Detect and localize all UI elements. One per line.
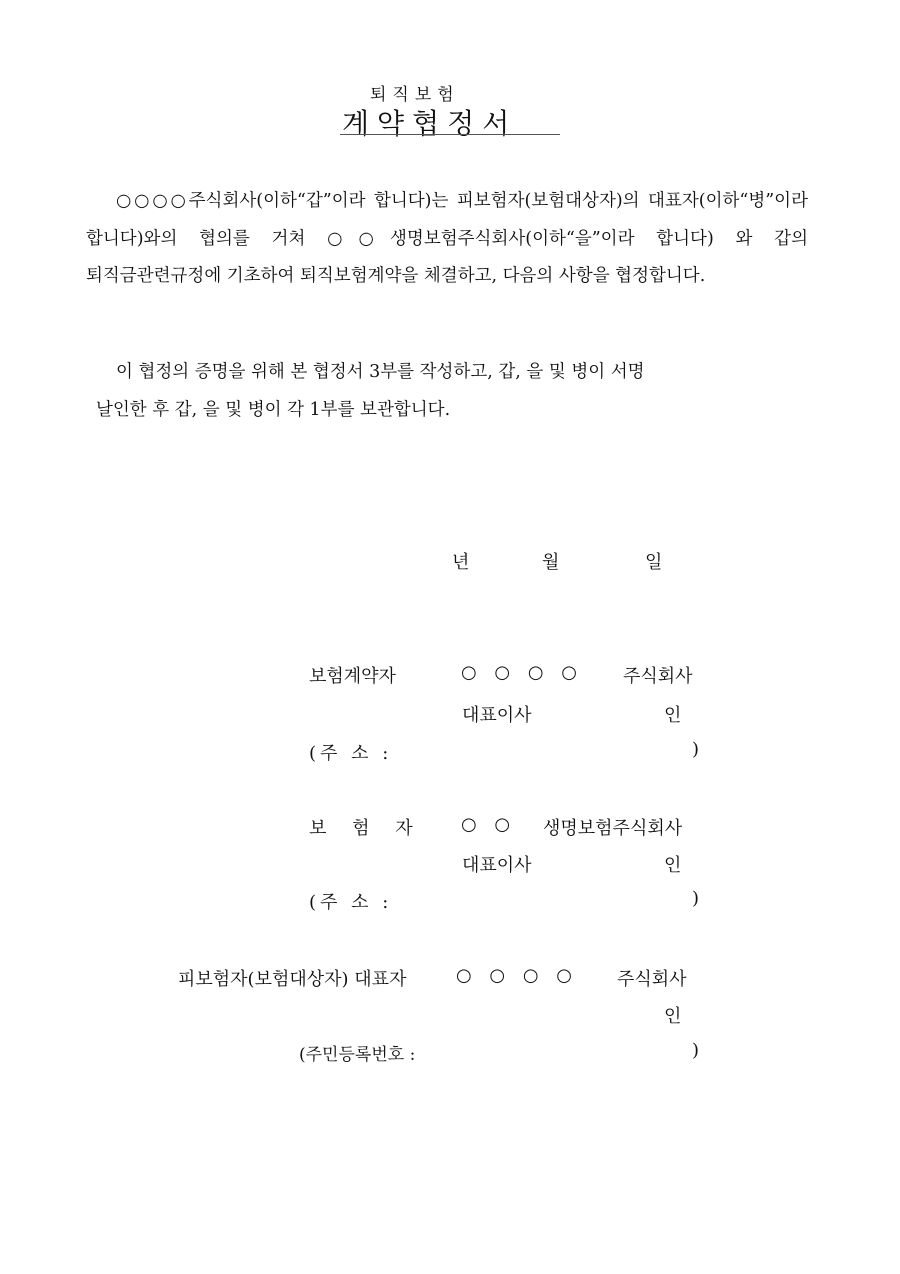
date-day-label: 일 bbox=[645, 552, 663, 573]
date-month-label: 월 bbox=[542, 552, 560, 573]
paragraph-signing-line2: 날인한 후 갑, 을 및 병이 각 1부를 보관합니다. bbox=[96, 399, 451, 420]
title-underline bbox=[340, 134, 560, 135]
contractor-company-mark: ○ ○ ○ ○ bbox=[461, 662, 583, 683]
paragraph-signing bbox=[86, 354, 808, 429]
insurer-rep-label: 대표이사 bbox=[462, 855, 532, 876]
contractor-rep-label: 대표이사 bbox=[462, 705, 532, 726]
insurer-address-close: ) bbox=[692, 888, 700, 909]
contractor-seal: 인 bbox=[664, 705, 682, 726]
contractor-company-suffix: 주식회사 bbox=[623, 666, 693, 687]
insurer-company-suffix: 생명보험주식회사 bbox=[543, 818, 683, 839]
paragraph-intro: ○○○○주식회사(이하“갑”이라 합니다)는 피보험자(보험대상자)의 대표자(이하“병”이라 합니다)와의 협의를 거쳐 ○○생명보험주식회사(이하“을”이라 합니다) 와 갑의 퇴직금관련규정에 기초하여 퇴직보험계약을 체결하고, 다음의 사항을 협정합니다. bbox=[86, 191, 808, 286]
document-title: 계약협정서 bbox=[342, 107, 518, 140]
paragraph-signing-line1: 이 협정의 증명을 위해 본 협정서 3부를 작성하고, 갑, 을 및 병이 서명 bbox=[116, 362, 645, 382]
insured-rep-id-label: (주민등록번호 : bbox=[299, 1045, 416, 1065]
insured-rep-company-suffix: 주식회사 bbox=[617, 969, 687, 990]
date-year-label: 년 bbox=[452, 552, 470, 573]
document-subtitle: 퇴직보험 bbox=[370, 85, 460, 105]
insurer-address-label: (주 소 : bbox=[309, 892, 393, 913]
insured-rep-company-mark: ○ ○ ○ ○ bbox=[456, 965, 578, 986]
insurer-seal: 인 bbox=[664, 855, 682, 876]
insured-rep-id-close: ) bbox=[692, 1040, 700, 1061]
insured-rep-label: 피보험자(보험대상자) 대표자 bbox=[178, 969, 407, 990]
contractor-address-close: ) bbox=[692, 739, 700, 760]
insured-rep-seal: 인 bbox=[664, 1006, 682, 1027]
insurer-label: 보 험 자 bbox=[309, 818, 423, 839]
contractor-label: 보험계약자 bbox=[309, 666, 396, 687]
contractor-address-label: (주 소 : bbox=[309, 743, 393, 764]
insurer-company-mark: ○ ○ bbox=[461, 814, 517, 835]
